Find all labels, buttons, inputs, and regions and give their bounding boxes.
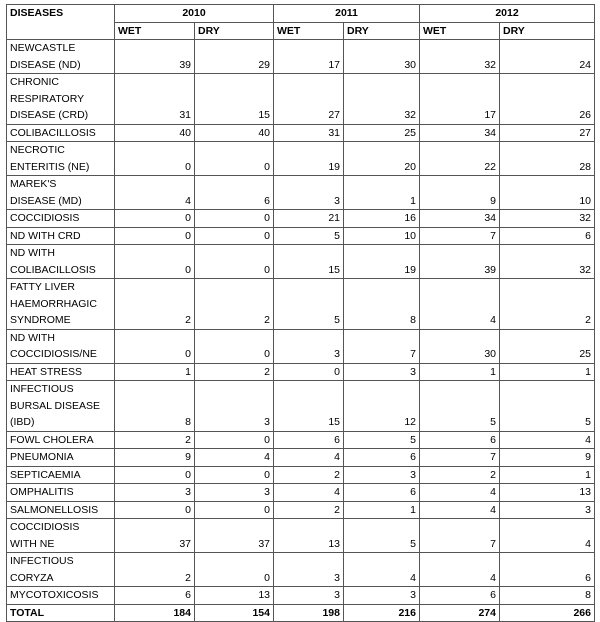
table-row <box>7 74 595 125</box>
count-cell: 39 <box>115 40 195 74</box>
disease-name: INFECTIOUS BURSAL DISEASE (IBD) <box>7 381 115 432</box>
count-cell: 5 <box>274 279 344 330</box>
count-cell: 4 <box>500 519 595 553</box>
count-cell: 27 <box>274 74 344 125</box>
disease-name: CHRONIC RESPIRATORY DISEASE (CRD) <box>7 74 115 125</box>
disease-name: MYCOTOXICOSIS <box>7 587 115 605</box>
count-cell: 15 <box>274 381 344 432</box>
total-cell: 274 <box>420 604 500 622</box>
table-row <box>7 279 595 330</box>
count-cell: 3 <box>274 329 344 363</box>
count-cell: 8 <box>344 279 420 330</box>
count-cell: 9 <box>115 449 195 467</box>
count-cell: 3 <box>195 484 274 502</box>
disease-name: COCCIDIOSIS <box>7 210 115 228</box>
count-cell: 3 <box>195 381 274 432</box>
total-label: TOTAL <box>7 604 115 622</box>
count-cell: 1 <box>500 466 595 484</box>
count-cell: 5 <box>274 227 344 245</box>
count-cell: 5 <box>344 431 420 449</box>
count-cell: 32 <box>500 245 595 279</box>
season-header: DRY <box>344 22 420 40</box>
count-cell: 4 <box>115 176 195 210</box>
disease-name: PNEUMONIA <box>7 449 115 467</box>
count-cell: 2 <box>115 553 195 587</box>
count-cell: 13 <box>274 519 344 553</box>
count-cell: 15 <box>195 74 274 125</box>
count-cell: 30 <box>420 329 500 363</box>
count-cell: 29 <box>195 40 274 74</box>
count-cell: 0 <box>195 210 274 228</box>
count-cell: 17 <box>420 74 500 125</box>
count-cell: 31 <box>115 74 195 125</box>
count-cell: 1 <box>500 363 595 381</box>
count-cell: 15 <box>274 245 344 279</box>
count-cell: 31 <box>274 124 344 142</box>
count-cell: 0 <box>115 210 195 228</box>
count-cell: 4 <box>195 449 274 467</box>
count-cell: 19 <box>344 245 420 279</box>
count-cell: 0 <box>115 466 195 484</box>
disease-name: COCCIDIOSIS WITH NE <box>7 519 115 553</box>
count-cell: 0 <box>195 227 274 245</box>
year-header-2010: 2010 <box>115 5 274 23</box>
count-cell: 4 <box>344 553 420 587</box>
disease-name: NECROTIC ENTERITIS (NE) <box>7 142 115 176</box>
disease-name: FATTY LIVER HAEMORRHAGIC SYNDROME <box>7 279 115 330</box>
count-cell: 4 <box>274 449 344 467</box>
count-cell: 32 <box>344 74 420 125</box>
count-cell: 6 <box>500 227 595 245</box>
count-cell: 27 <box>500 124 595 142</box>
table-row <box>7 449 595 467</box>
count-cell: 39 <box>420 245 500 279</box>
count-cell: 0 <box>115 501 195 519</box>
count-cell: 10 <box>500 176 595 210</box>
table-row <box>7 210 595 228</box>
disease-name: COLIBACILLOSIS <box>7 124 115 142</box>
season-header: WET <box>420 22 500 40</box>
total-cell: 154 <box>195 604 274 622</box>
count-cell: 8 <box>500 587 595 605</box>
table-row <box>7 40 595 74</box>
count-cell: 3 <box>274 587 344 605</box>
total-cell: 266 <box>500 604 595 622</box>
count-cell: 0 <box>115 227 195 245</box>
count-cell: 4 <box>420 501 500 519</box>
count-cell: 2 <box>420 466 500 484</box>
count-cell: 6 <box>115 587 195 605</box>
count-cell: 0 <box>195 466 274 484</box>
table-row <box>7 124 595 142</box>
count-cell: 7 <box>420 519 500 553</box>
count-cell: 17 <box>274 40 344 74</box>
count-cell: 5 <box>500 381 595 432</box>
count-cell: 7 <box>420 449 500 467</box>
header-row-years <box>7 5 595 23</box>
table-body <box>7 40 595 605</box>
count-cell: 4 <box>274 484 344 502</box>
table-row <box>7 501 595 519</box>
season-header: DRY <box>500 22 595 40</box>
count-cell: 0 <box>115 329 195 363</box>
count-cell: 13 <box>195 587 274 605</box>
disease-name: MAREK'S DISEASE (MD) <box>7 176 115 210</box>
count-cell: 2 <box>115 279 195 330</box>
count-cell: 1 <box>344 501 420 519</box>
disease-name: SALMONELLOSIS <box>7 501 115 519</box>
count-cell: 37 <box>195 519 274 553</box>
count-cell: 3 <box>274 176 344 210</box>
count-cell: 40 <box>195 124 274 142</box>
count-cell: 7 <box>420 227 500 245</box>
count-cell: 6 <box>420 431 500 449</box>
table-row <box>7 466 595 484</box>
count-cell: 30 <box>344 40 420 74</box>
table-row <box>7 484 595 502</box>
count-cell: 2 <box>274 501 344 519</box>
year-header-2011: 2011 <box>274 5 420 23</box>
count-cell: 1 <box>115 363 195 381</box>
count-cell: 3 <box>344 587 420 605</box>
count-cell: 28 <box>500 142 595 176</box>
disease-name: NEWCASTLE DISEASE (ND) <box>7 40 115 74</box>
count-cell: 32 <box>500 210 595 228</box>
table-row <box>7 587 595 605</box>
count-cell: 4 <box>420 484 500 502</box>
count-cell: 9 <box>420 176 500 210</box>
count-cell: 12 <box>344 381 420 432</box>
count-cell: 13 <box>500 484 595 502</box>
table-row <box>7 363 595 381</box>
table-row <box>7 227 595 245</box>
count-cell: 25 <box>500 329 595 363</box>
count-cell: 3 <box>115 484 195 502</box>
count-cell: 26 <box>500 74 595 125</box>
total-cell: 184 <box>115 604 195 622</box>
count-cell: 0 <box>195 142 274 176</box>
disease-name: FOWL CHOLERA <box>7 431 115 449</box>
count-cell: 6 <box>195 176 274 210</box>
count-cell: 19 <box>274 142 344 176</box>
table-row <box>7 431 595 449</box>
count-cell: 3 <box>344 363 420 381</box>
count-cell: 6 <box>420 587 500 605</box>
count-cell: 7 <box>344 329 420 363</box>
count-cell: 2 <box>115 431 195 449</box>
disease-name: ND WITH CRD <box>7 227 115 245</box>
count-cell: 3 <box>274 553 344 587</box>
count-cell: 1 <box>344 176 420 210</box>
disease-name: ND WITH COLIBACILLOSIS <box>7 245 115 279</box>
count-cell: 4 <box>420 553 500 587</box>
count-cell: 0 <box>274 363 344 381</box>
count-cell: 34 <box>420 210 500 228</box>
count-cell: 5 <box>420 381 500 432</box>
count-cell: 6 <box>500 553 595 587</box>
count-cell: 2 <box>195 279 274 330</box>
total-cell: 216 <box>344 604 420 622</box>
count-cell: 37 <box>115 519 195 553</box>
count-cell: 6 <box>274 431 344 449</box>
count-cell: 8 <box>115 381 195 432</box>
count-cell: 20 <box>344 142 420 176</box>
table-row <box>7 553 595 587</box>
count-cell: 0 <box>195 501 274 519</box>
count-cell: 32 <box>420 40 500 74</box>
season-header: WET <box>115 22 195 40</box>
diseases-column-header: DISEASES <box>7 5 115 40</box>
count-cell: 6 <box>344 484 420 502</box>
count-cell: 2 <box>500 279 595 330</box>
count-cell: 24 <box>500 40 595 74</box>
count-cell: 0 <box>195 245 274 279</box>
count-cell: 40 <box>115 124 195 142</box>
disease-name: HEAT STRESS <box>7 363 115 381</box>
table-row <box>7 329 595 363</box>
count-cell: 0 <box>195 329 274 363</box>
table-row <box>7 519 595 553</box>
count-cell: 4 <box>500 431 595 449</box>
count-cell: 0 <box>195 553 274 587</box>
table-row <box>7 245 595 279</box>
count-cell: 16 <box>344 210 420 228</box>
count-cell: 21 <box>274 210 344 228</box>
year-header-2012: 2012 <box>420 5 595 23</box>
count-cell: 9 <box>500 449 595 467</box>
count-cell: 6 <box>344 449 420 467</box>
table-header <box>7 5 595 40</box>
count-cell: 0 <box>115 142 195 176</box>
count-cell: 0 <box>195 431 274 449</box>
count-cell: 22 <box>420 142 500 176</box>
count-cell: 0 <box>115 245 195 279</box>
count-cell: 25 <box>344 124 420 142</box>
disease-table <box>6 4 595 622</box>
disease-name: ND WITH COCCIDIOSIS/NE <box>7 329 115 363</box>
table-row <box>7 176 595 210</box>
season-header: DRY <box>195 22 274 40</box>
count-cell: 1 <box>420 363 500 381</box>
count-cell: 2 <box>274 466 344 484</box>
table-row <box>7 142 595 176</box>
count-cell: 34 <box>420 124 500 142</box>
count-cell: 3 <box>344 466 420 484</box>
count-cell: 10 <box>344 227 420 245</box>
season-header: WET <box>274 22 344 40</box>
count-cell: 3 <box>500 501 595 519</box>
table-row <box>7 381 595 432</box>
disease-name: SEPTICAEMIA <box>7 466 115 484</box>
total-cell: 198 <box>274 604 344 622</box>
disease-name: OMPHALITIS <box>7 484 115 502</box>
total-row <box>7 604 595 622</box>
disease-name: INFECTIOUS CORYZA <box>7 553 115 587</box>
count-cell: 2 <box>195 363 274 381</box>
count-cell: 4 <box>420 279 500 330</box>
count-cell: 5 <box>344 519 420 553</box>
